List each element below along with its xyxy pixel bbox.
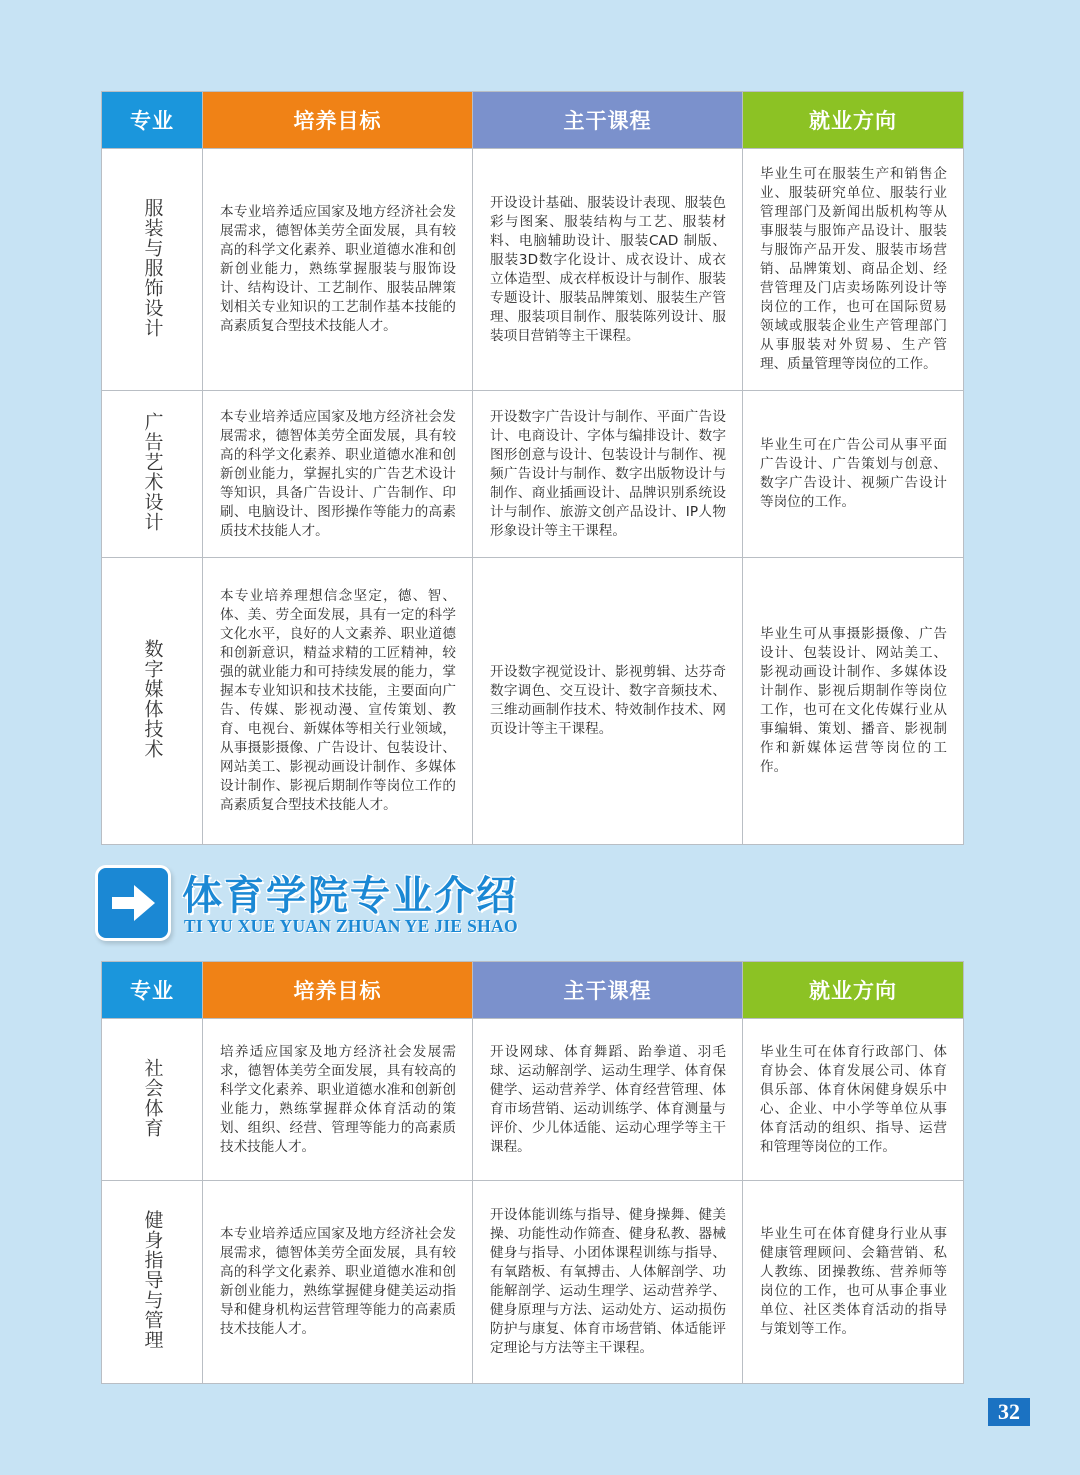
career-cell: 毕业生可在体育健身行业从事健康管理顾问、会籍营销、私人教练、团操教练、营养师等岗位的工作，也可从事企事业单位、社区类体育活动的指导与策划等工作。 (743, 1181, 964, 1384)
table-header-row (102, 92, 964, 149)
major-name: 社会体育 (141, 1057, 164, 1138)
career-cell: 毕业生可从事摄影摄像、广告设计、包装设计、网站美工、影视动画设计制作、多媒体设计制作、影视后期制作等岗位工作，也可在文化传媒行业从事编辑、策划、播音、影视制作和新媒体运营等岗位的工作。 (743, 558, 964, 845)
major-name-cell (102, 1019, 203, 1181)
section-title: 体育学院专业介绍 (182, 872, 518, 919)
goal-cell: 培养适应国家及地方经济社会发展需求，德智体美劳全面发展，具有较高的科学文化素养、职业道德水准和创新创业能力，熟练掌握群众体育活动的策划、组织、经营、管理等能力的高素质技术技能人才。 (203, 1019, 473, 1181)
course-cell: 开设数字广告设计与制作、平面广告设计、电商设计、字体与编排设计、数字图形创意与设计、包装设计与制作、视频广告设计与制作、数字出版物设计与制作、商业插画设计、品牌识别系统设计与制作、旅游文创产品设计、IP人物形象设计等主干课程。 (473, 391, 743, 558)
section-subtitle: TI YU XUE YUAN ZHUAN YE JIE SHAO (184, 916, 518, 936)
career-cell: 毕业生可在体育行政部门、体育协会、体育发展公司、体育俱乐部、体育休闲健身娱乐中心、企业、中小学等单位从事体育活动的组织、指导、运营和管理等岗位的工作。 (743, 1019, 964, 1181)
career-cell: 毕业生可在服装生产和销售企业、服装研究单位、服装行业管理部门及新闻出版机构等从事服装与服饰产品设计、服装与服饰产品开发、服装市场营销、品牌策划、商品企划、经营管理及门店卖场陈列设计等岗位的工作，也可在国际贸易领域或服装企业生产管理部门从事服装对外贸易、生产管理、质量管理等岗位的工作。 (743, 149, 964, 391)
course-cell: 开设网球、体育舞蹈、跆拳道、羽毛球、运动解剖学、运动生理学、体育保健学、运动营养学、体育经营管理、体育市场营销、运动训练学、体育测量与评价、少儿体适能、运动心理学等主干课程。 (473, 1019, 743, 1181)
major-name: 健身指导与管理 (141, 1210, 164, 1350)
header-course: 主干课程 (473, 962, 743, 1019)
career-cell: 毕业生可在广告公司从事平面广告设计、广告策划与创意、数字广告设计、视频广告设计等岗位的工作。 (743, 391, 964, 558)
major-name-cell (102, 149, 203, 391)
header-career: 就业方向 (743, 962, 964, 1019)
course-cell: 开设设计基础、服装设计表现、服装色彩与图案、服装结构与工艺、服装材料、电脑辅助设计、服装CAD 制版、服装3D数字化设计、成衣设计、成衣立体造型、成衣样板设计与制作、服装专题设计、服装品牌策划、服装生产管理、服装项目制作、服装陈列设计、服装项目营销等主干课程。 (473, 149, 743, 391)
major-name: 服装与服饰设计 (141, 197, 164, 338)
goal-cell: 本专业培养适应国家及地方经济社会发展需求，德智体美劳全面发展，具有较高的科学文化素养、职业道德水准和创新创业能力，熟练掌握服装与服饰设计、结构设计、工艺制作、服装品牌策划相关专业知识的工艺制作基本技能的高素质复合型技术技能人才。 (203, 149, 473, 391)
table-row (102, 391, 964, 558)
section-banner (98, 868, 658, 940)
header-career: 就业方向 (743, 92, 964, 149)
goal-cell: 本专业培养适应国家及地方经济社会发展需求，德智体美劳全面发展，具有较高的科学文化素养、职业道德水准和创新创业能力，熟练掌握健身健美运动指导和健身机构运营管理等能力的高素质技术技能人才。 (203, 1181, 473, 1384)
header-course: 主干课程 (473, 92, 743, 149)
arrow-right-icon (98, 868, 168, 938)
major-name-cell (102, 1181, 203, 1384)
page-number: 32 (988, 1398, 1030, 1426)
course-cell: 开设数字视觉设计、影视剪辑、达芬奇数字调色、交互设计、数字音频技术、三维动画制作技术、特效制作技术、网页设计等主干课程。 (473, 558, 743, 845)
header-major: 专业 (102, 92, 203, 149)
majors-table-art (101, 91, 964, 845)
goal-cell: 本专业培养理想信念坚定，德、智、体、美、劳全面发展，具有一定的科学文化水平，良好的人文素养、职业道德和创新意识，精益求精的工匠精神，较强的就业能力和可持续发展的能力，掌握本专业知识和技术技能，主要面向广告、传媒、影视动漫、宣传策划、教育、电视台、新媒体等相关行业领域，从事摄影摄像、广告设计、包装设计、网站美工、影视动画设计制作、多媒体设计制作、影视后期制作等岗位工作的高素质复合型技术技能人才。 (203, 558, 473, 845)
major-name-cell (102, 558, 203, 845)
table-header-row (102, 962, 964, 1019)
table-row (102, 1019, 964, 1181)
table-row (102, 558, 964, 845)
table-row (102, 149, 964, 391)
goal-cell: 本专业培养适应国家及地方经济社会发展需求，德智体美劳全面发展，具有较高的科学文化素养、职业道德水准和创新创业能力，掌握扎实的广告艺术设计等知识，具备广告设计、广告制作、印刷、电脑设计、图形操作等能力的高素质技术技能人才。 (203, 391, 473, 558)
table-row (102, 1181, 964, 1384)
major-name: 广告艺术设计 (141, 412, 164, 532)
header-major: 专业 (102, 962, 203, 1019)
course-cell: 开设体能训练与指导、健身操舞、健美操、功能性动作筛查、健身私教、器械健身与指导、小团体课程训练与指导、有氧踏板、有氧搏击、人体解剖学、功能解剖学、运动生理学、运动营养学、健身原理与方法、运动处方、运动损伤防护与康复、体育市场营销、体适能评定理论与方法等主干课程。 (473, 1181, 743, 1384)
header-goal: 培养目标 (203, 92, 473, 149)
major-name: 数字媒体技术 (141, 639, 164, 759)
majors-table-sports (101, 961, 964, 1384)
major-name-cell (102, 391, 203, 558)
header-goal: 培养目标 (203, 962, 473, 1019)
